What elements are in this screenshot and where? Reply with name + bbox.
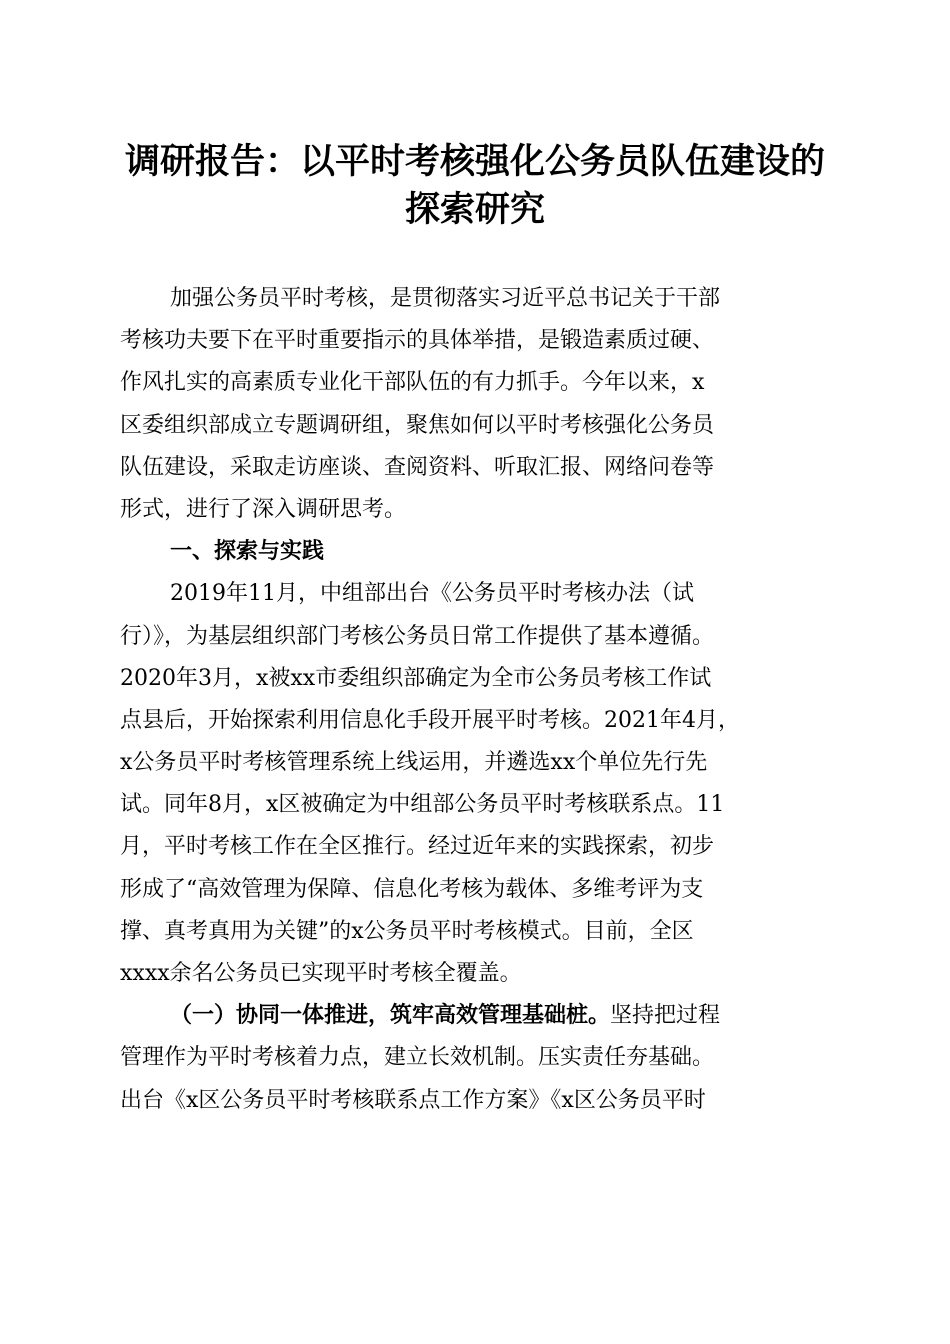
paragraph-line: 形成了“高效管理为保障、信息化考核为载体、多维考评为支 bbox=[120, 876, 704, 902]
subsection-line bbox=[120, 995, 832, 1037]
title-line-1: 调研报告：以平时考核强化公务员队伍建设的 bbox=[124, 142, 825, 182]
paragraph-line: xxxx余名公务员已实现平时考核全覆盖。 bbox=[120, 961, 522, 986]
paragraph-line: 出台《x区公务员平时考核联系点工作方案》《x区公务员平时 bbox=[120, 1087, 706, 1113]
paragraph-line: 加强公务员平时考核，是贯彻落实习近平总书记关于干部 bbox=[170, 286, 721, 311]
paragraph-line: 行）》，为基层组织部门考核公务员日常工作提供了基本遵循。 bbox=[120, 623, 715, 649]
paragraph-line: 试。同年8月，x区被确定为中组部公务员平时考核联系点。11 bbox=[120, 792, 725, 818]
paragraph-line: 形式，进行了深入调研思考。 bbox=[120, 496, 407, 522]
paragraph-line: x公务员平时考核管理系统上线运用，并遴选xx个单位先行先 bbox=[120, 750, 708, 776]
document-title bbox=[100, 138, 850, 234]
section-heading: 一、探索与实践 bbox=[170, 539, 325, 565]
document-body bbox=[120, 278, 832, 1122]
subsection-text: 坚持把过程 bbox=[610, 1003, 721, 1029]
title-line-2: 探索研究 bbox=[404, 190, 545, 230]
paragraph-line: 管理作为平时考核着力点，建立长效机制。压实责任夯基础。 bbox=[120, 1045, 715, 1071]
paragraph-line: 2020年3月，x被xx市委组织部确定为全市公务员考核工作试 bbox=[120, 665, 712, 691]
paragraph-line: 月，平时考核工作在全区推行。经过近年来的实践探索，初步 bbox=[120, 834, 715, 860]
paragraph-line: 队伍建设，采取走访座谈、查阅资料、听取汇报、网络问卷等 bbox=[120, 454, 715, 480]
paragraph-line: 区委组织部成立专题调研组，聚焦如何以平时考核强化公务员 bbox=[120, 412, 715, 438]
paragraph-line: 2019年11月，中组部出台《公务员平时考核办法（试 bbox=[170, 581, 694, 607]
paragraph-line: 考核功夫要下在平时重要指示的具体举措，是锻造素质过硬、 bbox=[120, 328, 715, 354]
paragraph-line: 作风扎实的高素质专业化干部队伍的有力抓手。今年以来，x bbox=[120, 370, 705, 396]
paragraph-line: 点县后，开始探索利用信息化手段开展平时考核。2021年4月， bbox=[120, 707, 740, 733]
paragraph-line: 撑、真考真用为关键”的x公务员平时考核模式。目前，全区 bbox=[120, 918, 694, 944]
subsection-heading: （一）协同一体推进，筑牢高效管理基础桩。 bbox=[170, 1003, 611, 1029]
